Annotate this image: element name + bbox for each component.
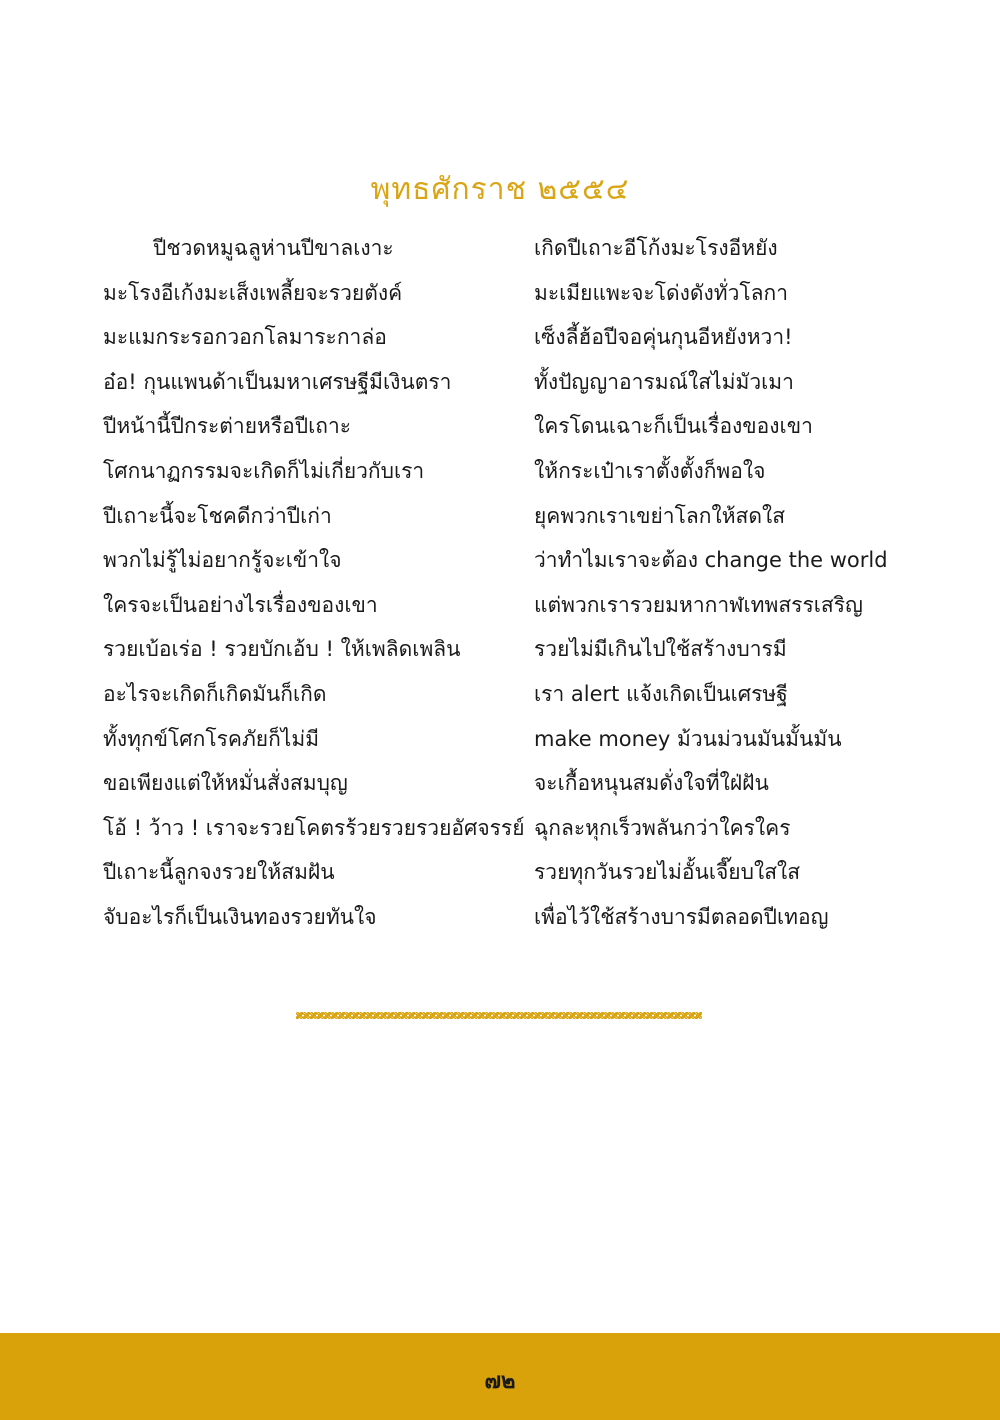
poem-line: โอ้ ! ว้าว ! เราจะรวยโคตรร้วยรวยรวยอัศจรรย์ (103, 815, 525, 840)
poem-line: รวยทุกวันรวยไม่อั้นเจี๊ยบใสใส (534, 860, 801, 885)
poem-line: ปีเถาะนี้จะโชคดีกว่าปีเก่า (103, 503, 332, 528)
poem-line: ยุคพวกเราเขย่าโลกให้สดใส (534, 503, 786, 528)
page-number: ๗๒ (484, 1369, 516, 1394)
poem-line: พวกไม่รู้ไม่อยากรู้จะเข้าใจ (103, 548, 342, 573)
poem-line: เพื่อไว้ใช้สร้างบารมีตลอดปีเทอญ (534, 904, 829, 929)
poem-line: เกิดปีเถาะอีโก้งมะโรงอีหยัง (534, 236, 778, 260)
poem-line: ปีชวดหมูฉลูห่านปีขาลเงาะ (153, 236, 394, 260)
poem-line: ปีเถาะนี้ลูกจงรวยให้สมฝัน (103, 860, 335, 885)
poem-line: ทั้งทุกข์โศกโรคภัยก็ไม่มี (103, 726, 320, 751)
poem-line: ฉุกละหุกเร็วพลันกว่าใครใคร (534, 815, 791, 840)
poem-line: ใครโดนเฉาะก็เป็นเรื่องของเขา (534, 414, 813, 439)
poem-line: รวยไม่มีเกินไปใช้สร้างบารมี (534, 637, 787, 662)
poem-line: จับอะไรก็เป็นเงินทองรวยทันใจ (103, 904, 377, 929)
poem-line: เซ็งลี้ฮ้อปีจอคุ่นกุนอีหยังหวา! (534, 325, 793, 350)
poem-line: มะโรงอีเก้งมะเส็งเพลี้ยจะรวยตังค์ (103, 280, 403, 305)
poem-line: จะเกื้อหนุนสมดั่งใจที่ใฝ่ฝัน (534, 771, 769, 796)
poem-line: แต่พวกเรารวยมหากาฬเทพสรรเสริญ (534, 592, 863, 617)
poem-right-column (534, 226, 974, 940)
poem-line: make money ม้วนม่วนมันมั้นมัน (534, 726, 842, 751)
poem-line: ว่าทำไมเราจะต้อง change the world (534, 548, 888, 573)
poem-line: รวยเบ้อเร่อ ! รวยบักเอ้บ ! ให้เพลิดเพลิน (103, 637, 461, 662)
poem-line: ปีหน้านี้ปีกระต่ายหรือปีเถาะ (103, 414, 352, 439)
poem (0, 226, 1000, 946)
poem-line: ทั้งปัญญาอารมณ์ใสไม่มัวเมา (534, 369, 794, 394)
poem-line: อะไรจะเกิดก็เกิดมันก็เกิด (103, 681, 327, 706)
poem-left-column (103, 226, 523, 940)
page-title: พุทธศักราช ๒๕๕๔ (370, 172, 630, 207)
poem-line: ใครจะเป็นอย่างไรเรื่องของเขา (103, 592, 378, 617)
poem-line: มะเมียแพะจะโด่งดังทั่วโลกา (534, 280, 789, 305)
footer-band (0, 1333, 1000, 1420)
poem-line: ขอเพียงแต่ให้หมั่นสั่งสมบุญ (103, 771, 348, 796)
ornamental-divider (296, 1009, 702, 1023)
poem-line: อ๋อ! กุนแพนด้าเป็นมหาเศรษฐีมีเงินตรา (103, 369, 452, 394)
poem-line: มะแมกระรอกวอกโลมาระกาล่อ (103, 325, 387, 350)
poem-line: โศกนาฏกรรมจะเกิดก็ไม่เกี่ยวกับเรา (103, 458, 425, 483)
poem-line: เรา alert แจ้งเกิดเป็นเศรษฐี (534, 681, 788, 706)
poem-line: ให้กระเป๋าเราตั้งตั้งก็พอใจ (534, 458, 766, 483)
